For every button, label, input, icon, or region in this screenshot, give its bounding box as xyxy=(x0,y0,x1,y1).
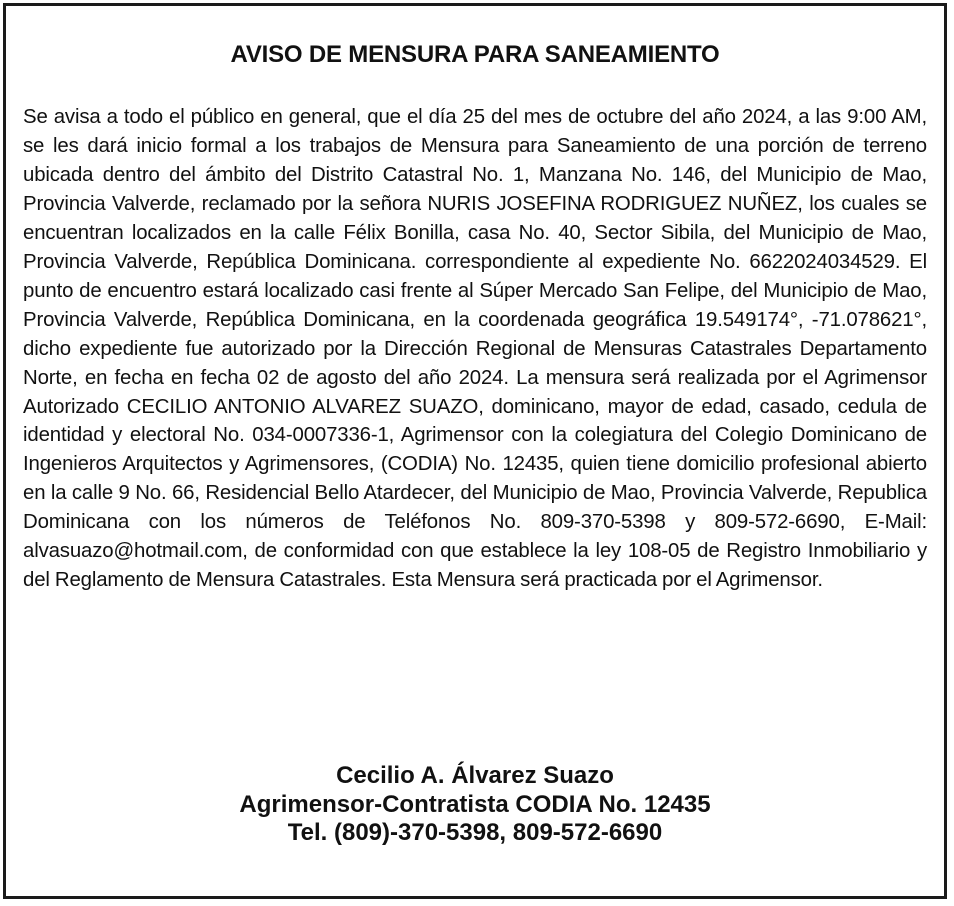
signature-name: Cecilio A. Álvarez Suazo xyxy=(336,762,614,789)
notice-title: AVISO DE MENSURA PARA SANEAMIENTO xyxy=(230,41,720,68)
signature-block xyxy=(6,762,944,848)
signature-role: Agrimensor-Contratista CODIA No. 12435 xyxy=(239,790,711,818)
signature-phone: Tel. (809)-370-5398, 809-572-6690 xyxy=(287,819,663,846)
notice-body: Se avisa a todo el público en general, que el día 25 del mes de octubre del año 2024, a las 9:00 AM, se les dará inicio formal a los trabajos de Mensura para Saneamiento de una porción de terreno ubicada dentro del ámbito del Distrito Catastral No. 1, Manzana No. 146, del Municipio de Mao, Provincia Valverde, reclamado por la señora NURIS JOSEFINA RODRIGUEZ NUÑEZ, los cuales se encuentran localizados en la calle Félix Bonilla, casa No. 40, Sector Sibila, del Municipio de Mao, Provincia Valverde, República Dominicana. correspondiente al expediente No. 6622024034529. El punto de encuentro estará localizado casi frente al Súper Mercado San Felipe, del Municipio de Mao, Provincia Valverde, República Dominicana, en la coordenada geográfica 19.549174°, -71.078621°, dicho expediente fue autorizado por la Dirección Regional de Mensuras Catastrales Departamento Norte, en fecha en fecha 02 de agosto del año 2024. La mensura será realizada por el Agrimensor Autorizado CECILIO ANTONIO ALVAREZ SUAZO, dominicano, mayor de edad, casado, cedula de identidad y electoral No. 034-0007336-1, Agrimensor con la colegiatura del Colegio Dominicano de Ingenieros Arquitectos y Agrimensores, (CODIA) No. 12435, quien tiene domicilio profesional abierto en la calle 9 No. 66, Residencial Bello Atardecer, del Municipio de Mao, Provincia Valverde, Republica Dominicana con los números de Teléfonos No. 809-370-5398 y 809-572-6690, E-Mail: alvasuazo@hotmail.com, de conformidad con que establece la ley 108-05 de Registro Inmobiliario y del Reglamento de Mensura Catastrales. Esta Mensura será practicada por el Agrimensor. xyxy=(23,106,927,592)
notice-frame xyxy=(3,3,947,899)
